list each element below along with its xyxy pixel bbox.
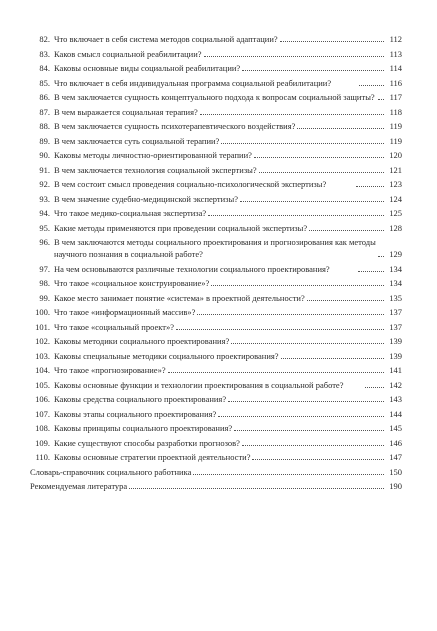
toc-entry-title: Каков смысл социальной реабилитации? [54,48,202,59]
toc-entry-title: Каковы методики социального проектирования? [54,336,230,346]
toc-entry-glossary[interactable] [30,466,402,478]
toc-entry-title: В чем заключается сущность концептуального подхода к вопросам социальной защиты? [54,92,375,102]
toc-entry-87[interactable] [30,106,402,118]
toc-entry-110[interactable] [30,451,402,463]
toc-entry-84[interactable] [30,62,402,74]
dot-leader [231,343,384,344]
toc-entry-82[interactable] [30,33,402,45]
toc-entry-102[interactable] [30,335,402,347]
toc-entry-page: 120 [389,150,402,160]
toc-entry-title: Что такое «прогнозирование»? [54,365,166,375]
toc-entry-94[interactable] [30,207,402,219]
toc-entry-number: 89. [39,135,50,146]
toc-entry-95[interactable] [30,222,402,234]
toc-entry-title: Что такое «социальное конструирование»? [54,278,210,288]
toc-entry-title: Словарь-справочник социального работника [30,466,192,477]
toc-entry-number: 107. [35,408,50,419]
toc-entry-number: 103. [35,350,50,361]
dot-leader [197,314,384,315]
toc-entry-title: В чем заключаются методы социального проектирования и прогнозирования как методы научного познания в социальной работе? [54,237,376,259]
toc-entry-106[interactable] [30,393,402,405]
toc-entry-page: 141 [389,365,402,375]
toc-entry-number: 84. [39,63,50,73]
dot-leader [200,114,384,115]
toc-entry-page: 145 [389,423,402,433]
toc-entry-title: Каковы методы личностно-ориентированной терапии? [54,150,252,160]
toc-entry-page: 134 [389,263,403,274]
toc-entry-number: 91. [39,164,50,175]
dot-leader [280,41,384,42]
toc-entry-page: 134 [389,278,402,288]
toc-entry-title: Каковы специальные методики социального проектирования? [54,350,279,361]
dot-leader [129,488,384,489]
toc-entry-title: Что такое «социальный проект»? [54,321,174,332]
toc-entry-title: В чем заключается сущность психотерапевтического воздействия? [54,121,296,131]
toc-entry-100[interactable] [30,306,402,318]
toc-entry-title: В чем значение судебно-медицинской экспертизы? [54,193,239,204]
dot-leader [297,128,384,129]
dot-leader [242,445,384,446]
toc-entry-page: 190 [389,481,402,491]
toc-entry-number: 96. [39,237,50,247]
toc-entry-86[interactable] [30,91,402,103]
toc-entry-number: 99. [39,292,50,303]
toc-entry-number: 92. [39,179,50,189]
dot-leader [228,401,384,402]
toc-entry-number: 106. [35,394,50,404]
toc-entry-90[interactable] [30,149,402,161]
dot-leader [254,157,384,158]
toc-entry-number: 88. [39,121,50,131]
dot-leader [176,329,384,330]
toc-entry-page: 139 [389,350,402,361]
toc-entry-85[interactable] [30,77,402,89]
dot-leader [193,474,384,475]
toc-entry-page: 143 [389,394,402,404]
toc-entry-page: 142 [389,379,403,390]
toc-entry-page: 144 [389,408,402,419]
toc-entry-page: 146 [389,437,402,448]
dot-leader [240,201,384,202]
toc-entry-page: 113 [389,48,402,59]
toc-entry-page: 147 [389,452,402,462]
toc-entry-page: 118 [389,106,402,117]
toc-entry-page: 150 [389,466,402,477]
toc-entry-title: Какие методы применяются при проведении социальной экспертизы? [54,222,308,233]
dot-leader [234,430,384,431]
toc-entry-number: 82. [39,34,50,44]
toc-entry-title: Каковы принципы социального проектирования? [54,423,233,433]
toc-entry-title: Каковы основные стратегии проектной деятельности? [54,452,251,462]
toc-entry-page: 121 [389,164,402,175]
toc-entry-number: 94. [39,208,50,218]
toc-entry-title: Что такое медико-социальная экспертиза? [54,208,207,218]
toc-entry-page: 119 [389,135,402,146]
toc-entry-title: На чем основываются различные технологии социального проектирования? [54,263,330,274]
toc-entry-97[interactable] [30,263,402,275]
dot-leader [378,256,384,257]
toc-entry-page: 117 [389,92,402,102]
toc-entry-103[interactable] [30,350,402,362]
toc-entry-number: 101. [35,321,50,332]
toc-entry-105[interactable] [30,379,402,391]
dot-leader [259,172,384,173]
toc-entry-107[interactable] [30,408,402,420]
toc-entry-98[interactable] [30,277,402,289]
dot-leader [242,70,384,71]
toc-entry-page: 123 [389,179,403,189]
toc-entry-number: 86. [39,92,50,102]
toc-entry-page: 129 [389,249,402,259]
toc-entry-number: 97. [39,263,50,274]
toc-entry-title: Каковы этапы социального проектирования? [54,408,217,419]
toc-entry-page: 139 [389,336,402,346]
toc-entry-88[interactable] [30,120,402,132]
toc-entry-title: Рекомендуемая литература [30,481,128,491]
toc-entry-number: 109. [35,437,50,448]
toc-entry-number: 98. [39,278,50,288]
toc-entry-page: 124 [389,193,402,204]
toc-entry-83[interactable] [30,48,402,60]
toc-entry-title: В чем заключается суть социальной терапии? [54,135,220,146]
toc-entry-page: 137 [389,321,402,332]
toc-entry-number: 105. [35,379,50,390]
dot-leader [211,285,384,286]
toc-entry-number: 87. [39,106,50,117]
toc-entry-title: Что такое «информационный массив»? [54,307,196,317]
dot-leader [168,372,384,373]
toc-entry-93[interactable] [30,193,402,205]
dot-leader [252,459,384,460]
toc-entry-title: Что включает в себя индивидуальная программа социальной реабилитации? [54,77,332,88]
dot-leader [208,215,384,216]
dot-leader [365,387,384,388]
toc-entry-92[interactable] [30,178,402,190]
toc-entry-number: 95. [39,222,50,233]
toc-entry-title: Какое место занимает понятие «система» в проектной деятельности? [54,292,305,303]
toc-entry-page: 112 [389,34,402,44]
dot-leader [309,230,384,231]
toc-entry-title: Каковы основные виды социальной реабилитации? [54,63,241,73]
toc-entry-number: 104. [35,365,50,375]
dot-leader [281,358,384,359]
dot-leader [204,56,384,57]
toc-entry-number: 108. [35,423,50,433]
toc-entry-page: 137 [389,307,402,317]
toc-entry-title: Каковы средства социального проектирования? [54,394,227,404]
dot-leader [378,99,384,100]
toc-entry-title: Каковы основные функции и технологии проектирования в социальной работе? [54,379,344,390]
dot-leader [221,143,384,144]
dot-leader [356,186,384,187]
toc-entry-title: Какие существуют способы разработки прогнозов? [54,437,240,448]
toc-entry-literature[interactable] [30,480,402,492]
dot-leader [359,85,384,86]
toc-entry-99[interactable] [30,292,402,304]
dot-leader [218,416,384,417]
toc-entry-number: 85. [39,77,50,88]
toc-entry-page: 135 [389,292,402,303]
toc-entry-number: 110. [35,452,50,462]
toc-entry-page: 114 [389,63,402,73]
toc-entry-101[interactable] [30,321,402,333]
toc-entry-title: В чем состоит смысл проведения социально-психологической экспертизы? [54,179,327,189]
toc-entry-104[interactable] [30,364,402,376]
toc-entry-91[interactable] [30,164,402,176]
toc-entry-page: 116 [389,77,402,88]
toc-entry-page: 119 [389,121,402,131]
toc-entry-109[interactable] [30,437,402,449]
toc-entry-96[interactable] [30,236,402,260]
toc-entry-title: В чем выражается социальная терапия? [54,106,198,117]
toc-entry-number: 83. [39,48,50,59]
toc-entry-number: 100. [35,307,50,317]
toc-entry-title: В чем заключается технология социальной экспертизы? [54,164,257,175]
toc-entry-number: 102. [35,336,50,346]
toc-entry-page: 125 [389,208,402,218]
dot-leader [358,271,384,272]
toc-entry-108[interactable] [30,422,402,434]
toc-entry-title: Что включает в себя система методов социальной адаптации? [54,34,278,44]
dot-leader [307,300,384,301]
toc-entry-89[interactable] [30,135,402,147]
table-of-contents [30,33,402,495]
toc-entry-number: 93. [39,193,50,204]
toc-entry-number: 90. [39,150,50,160]
toc-entry-page: 128 [389,222,402,233]
